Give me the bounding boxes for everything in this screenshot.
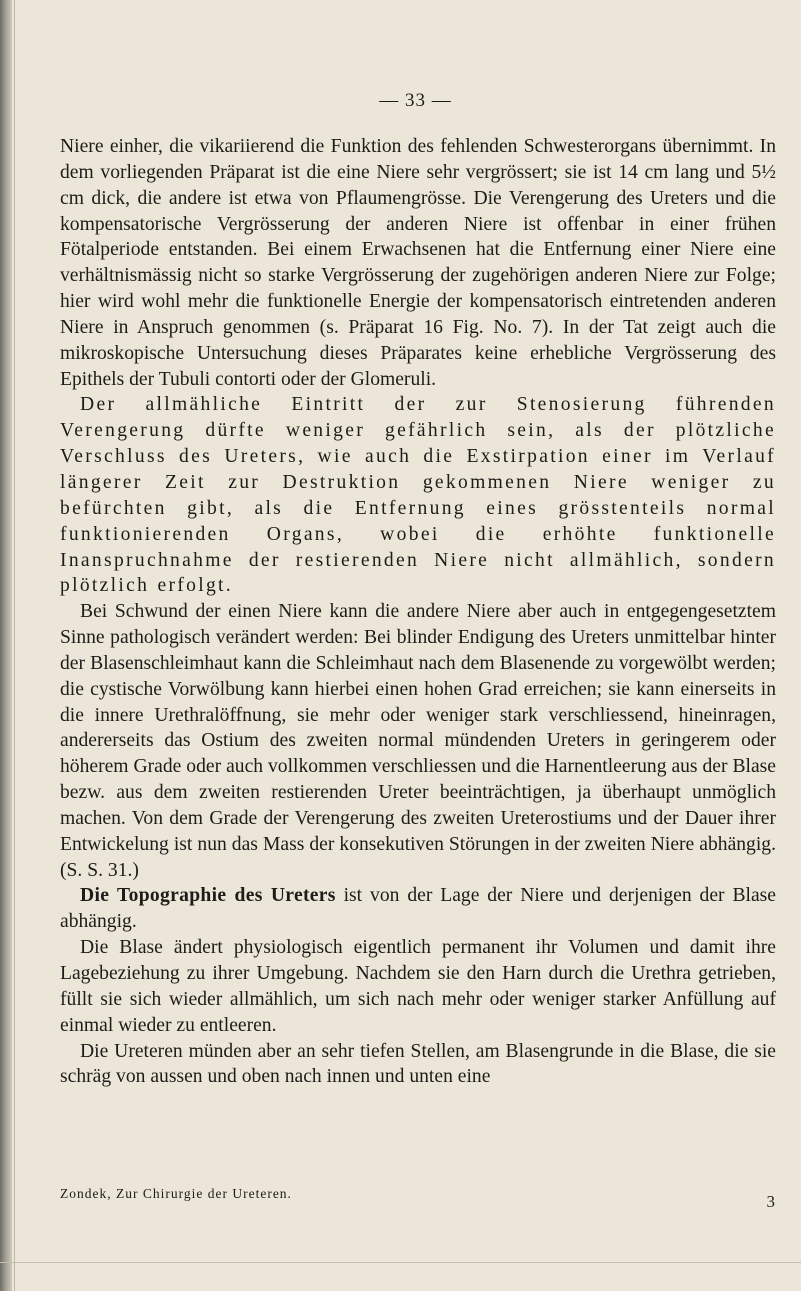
section-heading-bold: Die Topographie des Ureters — [80, 885, 336, 907]
signature-mark: 3 — [766, 1192, 776, 1211]
running-title: Zondek, Zur Chirurgie der Ureteren. — [60, 1186, 292, 1201]
paragraph-5: Die Blase ändert physiologisch eigentlich permanent ihr Volumen und damit ihre Lagebeziehung zu ihrer Umgebung. Nachdem sie den Harn durch die Urethra getrieben, füllt sie sich wieder allmählich, um sich nach mehr oder weniger starker Anfüllung auf einmal wieder zu entleeren. — [60, 937, 776, 1036]
book-spine-shadow — [0, 0, 12, 1291]
paragraph-3: Bei Schwund der einen Niere kann die andere Niere aber auch in entgegengesetztem Sinne pathologisch verändert werden: Bei blinder Endigung des Ureters unmittelbar hinter der Blasenschleimhaut kann die Schleimhaut nach dem Blasenende zu vorgewölbt werden; die cystische Vorwölbung kann hierbei einen hohen Grad erreichen; sie kann einerseits in die innere Urethralöffnung, sie mehr oder weniger stark verschliessend, hineinragen, andererseits das Ostium des zweiten normal mündenden Ureters in geringerem oder höherem Grade oder auch vollkommen verschliessen und die Harnentleerung aus der Blase bezw. aus dem zweiten restierenden Ureter beeinträchtigen, ja überhaupt unmöglich machen. Von dem Grade der Verengerung des zweiten Ureterostiums und der Dauer ihrer Entwickelung ist nun das Mass der konsekutiven Störungen in der zweiten Niere abhängig. (S. S. 31.) — [60, 601, 776, 881]
paragraph-1: Niere einher, die vikariierend die Funktion des fehlenden Schwesterorgans übernimmt. In dem vorliegenden Präparat ist die eine Niere sehr vergrössert; sie ist 14 cm lang und 5½ cm dick, die andere ist etwa von Pflaumengrösse. Die Verengerung des Ureters und die kompensatorische Vergrösserung der anderen Niere ist offenbar in einer frühen Fötalperiode entstanden. Bei einem Erwachsenen hat die Entfernung einer Niere eine verhältnismässig nicht so starke Vergrösserung der zugehörigen anderen Niere zur Folge; hier wird wohl mehr die funktionelle Energie der kompensatorisch eintretenden anderen Niere in Anspruch genommen (s. Präparat 16 Fig. No. 7). In der Tat zeigt auch die mikroskopische Untersuchung dieses Präparates keine erhebliche Vergrösserung des Epithels der Tubuli contorti oder der Glomeruli. — [60, 136, 776, 390]
paragraph-2-spaced: Der allmähliche Eintritt der zur Stenosierung führenden Verengerung dürfte weniger gefährlich sein, als der plötzliche Verschluss des Ureters, wie auch die Exstirpation einer im Verlauf längerer Zeit zur Destruktion gekommenen Niere weniger zu befürchten gibt, als die Entfernung eines grösstenteils normal funktionierenden Organs, wobei die erhöhte funktionelle Inanspruchnahme der restierenden Niere nicht allmählich, sondern plötzlich erfolgt. — [60, 394, 776, 597]
page-edge-line — [14, 0, 15, 1291]
bottom-rule — [0, 1262, 801, 1263]
paragraph-4 — [60, 883, 776, 935]
body-text — [60, 134, 776, 1090]
page-footer — [60, 1186, 776, 1212]
page-header: — 33 — — [379, 90, 452, 111]
paragraph-4-text: ist von der Lage der Niere und derjenigen der Blase abhängig. — [60, 885, 777, 933]
book-page — [30, 0, 801, 1291]
paragraph-6: Die Ureteren münden aber an sehr tiefen Stellen, am Blasengrunde in die Blase, die sie schräg von aussen und oben nach innen und unten eine — [60, 1040, 776, 1088]
